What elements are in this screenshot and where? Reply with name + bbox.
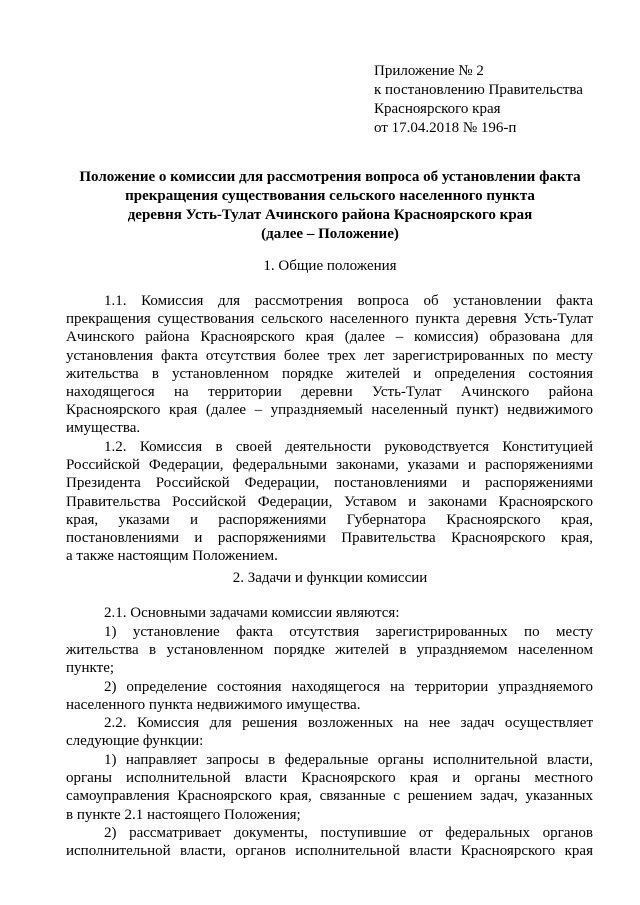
- text-line: жительства в установленном порядке жителей и определения состояния: [66, 365, 593, 382]
- text-line: Красноярского края (далее – упраздняемый населенный пункт) недвижимого: [66, 402, 593, 419]
- text-line: 2.2. Комиссия для решения возложенных на нее задач осуществляет: [104, 715, 593, 731]
- text-line: а также настоящим Положением.: [66, 548, 278, 565]
- paragraph-1-2: [66, 438, 593, 565]
- section-1-heading: 1. Общие положения: [263, 258, 397, 274]
- title-line-4: (далее – Положение): [261, 226, 399, 242]
- text-line: края, указами и распоряжениями Губернатора Красноярского края,: [66, 511, 593, 528]
- text-line: 2) рассматривает документы, поступившие от федеральных органов: [104, 825, 593, 841]
- text-line: 1) направляет запросы в федеральные органы исполнительной власти,: [104, 752, 593, 768]
- text-line: Правительства Российской Федерации, Уставом и законами Красноярского: [66, 493, 593, 510]
- paragraph-1-1: [66, 292, 593, 438]
- text-line: Ачинского района Красноярского края (далее – комиссия) образована для: [66, 329, 593, 346]
- text-line: 1.1. Комиссия для рассмотрения вопроса об установлении факта: [104, 293, 593, 309]
- title-line-2: прекращения существования сельского населенного пункта: [125, 188, 535, 204]
- text-line: населенного пункта недвижимого имущества.: [66, 697, 361, 714]
- text-line: имущества.: [66, 420, 141, 437]
- text-line: органы исполнительной власти Красноярского края и органы местного: [66, 770, 593, 787]
- paragraph-2-2-item-1: [66, 751, 593, 824]
- paragraph-2-2-item-2: [66, 824, 593, 860]
- section-2-heading: 2. Задачи и функции комиссии: [232, 570, 428, 586]
- paragraph-2-1-item-2: [66, 678, 593, 714]
- text-line: Президента Российской Федерации, постановлениями и распоряжениями: [66, 475, 593, 492]
- title-line-1: Положение о комиссии для рассмотрения вопроса об установлении факта: [79, 169, 581, 185]
- text-line: 1.2. Комиссия в своей деятельности руководствуется Конституцией: [104, 439, 593, 455]
- text-line: постановлениями и распоряжениями Правительства Красноярского края,: [66, 529, 593, 546]
- text-line: самоуправления Красноярского края, связанные с решением задач, указанных: [66, 788, 593, 805]
- annex-line-1: Приложение № 2: [374, 63, 484, 79]
- title-line-3: деревня Усть-Тулат Ачинского района Красноярского края: [127, 207, 533, 223]
- document-title: [60, 168, 600, 244]
- text-line: 1) установление факта отсутствия зарегистрированных по месту: [104, 624, 593, 640]
- annex-line-3: Красноярского края: [374, 101, 501, 117]
- text-line: установления факта отсутствия более трех лет зарегистрированных по месту: [66, 347, 593, 364]
- text-line: следующие функции:: [66, 733, 204, 750]
- paragraph-2-1-item-1: [66, 623, 593, 678]
- text-line: в пункте 2.1 настоящего Положения;: [66, 806, 301, 823]
- paragraph-2-1: [66, 604, 593, 622]
- text-line: 2) определение состояния находящегося на территории упраздняемого: [104, 679, 593, 695]
- paragraph-2-2: [66, 714, 593, 750]
- text-line: прекращения существования сельского населенного пункта деревня Усть-Тулат: [66, 311, 593, 328]
- text-line: жительства в установленном порядке жителей в упраздняемом населенном: [66, 642, 593, 659]
- text-line: исполнительной власти, органов исполнительной власти Красноярского края: [66, 843, 593, 860]
- text-line: пункте;: [66, 660, 115, 677]
- annex-line-2: к постановлению Правительства: [374, 82, 583, 98]
- text-line: 2.1. Основными задачами комиссии являются:: [104, 605, 400, 621]
- text-line: находящегося на территории деревни Усть-Тулат Ачинского района: [66, 383, 593, 400]
- annex-line-4: от 17.04.2018 № 196-п: [374, 120, 517, 136]
- text-line: Российской Федерации, федеральными законами, указами и распоряжениями: [66, 457, 593, 474]
- annex-header: [374, 62, 624, 138]
